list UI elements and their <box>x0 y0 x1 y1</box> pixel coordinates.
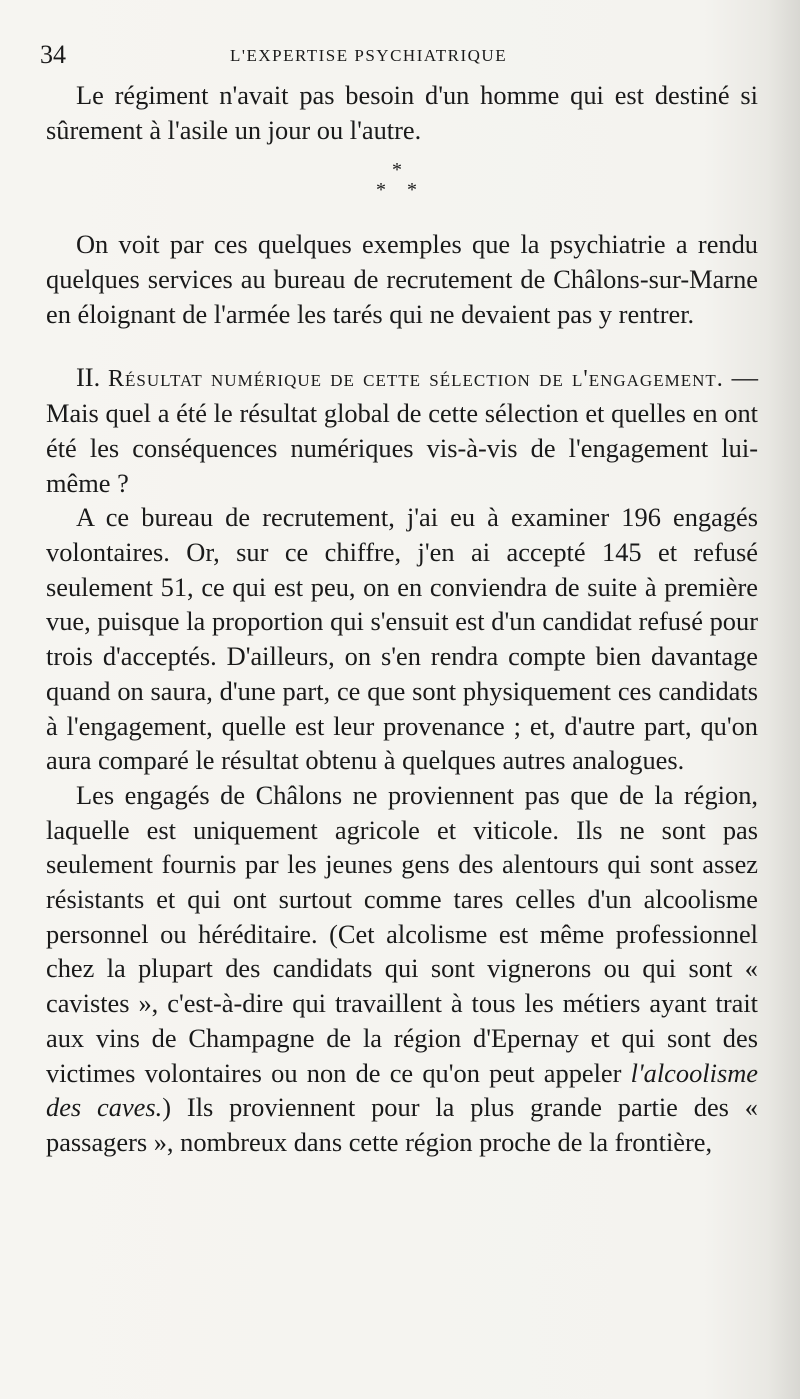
section-paragraph <box>46 360 758 501</box>
separator-stars-bottom: * * <box>376 179 425 202</box>
paragraph-1: Le régiment n'avait pas besoin d'un homme qui est destiné si sûrement à l'asile un jour ou l'autre. <box>46 80 758 145</box>
section-title: Résultat numérique de cette sélection de l'engagement. <box>108 365 724 392</box>
section-dash: — <box>723 361 758 392</box>
paragraph-3: A ce bureau de recrutement, j'ai eu à examiner 196 engagés volontaires. Or, sur ce chiffre, j'en ai accepté 145 et refusé seulement 51, ce qui est peu, on en conviendra de suite à première vue, puisque la proportion qui s'ensuit est d'un candidat refusé pour trois d'acceptés. D'ailleurs, on s'en rendra compte bien davantage quand on saura, d'une part, ce que sont physiquement ces candidats à l'engagement, quelle est leur provenance ; et, d'autre part, qu'on aura comparé le résultat obtenu à quelques autres analogues. <box>46 502 758 776</box>
page-header <box>40 40 760 70</box>
section-separator <box>46 147 758 227</box>
section-number: II. <box>76 361 101 392</box>
paragraph-4-end: ) Ils proviennent pour la plus grande partie des « passagers », nombreux dans cette région proche de la frontière, <box>46 1092 758 1157</box>
page-body <box>46 78 758 1160</box>
separator-star-top: * <box>392 159 402 182</box>
spacer <box>46 332 758 360</box>
section-text: Mais quel a été le résultat global de cette sélection et quelles en ont été les conséquences numériques vis-à-vis de l'engagement lui-même ? <box>46 398 758 498</box>
running-head: L'EXPERTISE PSYCHIATRIQUE <box>230 46 508 65</box>
paragraph-4-italic: l'alcoolisme des caves. <box>46 1057 758 1123</box>
paragraph-2: On voit par ces quelques exemples que la psychiatrie a rendu quelques services au bureau de recrutement de Châlons-sur-Marne en éloignant de l'armée les tarés qui ne devaient pas y rentrer. <box>46 229 758 329</box>
page-number: 34 <box>40 40 66 69</box>
paragraph-4 <box>46 778 758 1160</box>
paragraph-4-start: Les engagés de Châlons ne proviennent pas que de la région, laquelle est uniquement agricole et viticole. Ils ne sont pas seulement fournis par les jeunes gens des alentours qui sont assez résistants et qui ont surtout comme tares celles d'un alcoolisme personnel ou héréditaire. (Cet alcolisme est même professionnel chez la plupart des candidats qui sont vignerons ou qui sont « cavistes », c'est-à-dire qui travaillent à tous les métiers ayant trait aux vins de Champagne de la région d'Epernay et qui sont des victimes volontaires ou non de ce qu'on peut appeler <box>46 779 758 1088</box>
